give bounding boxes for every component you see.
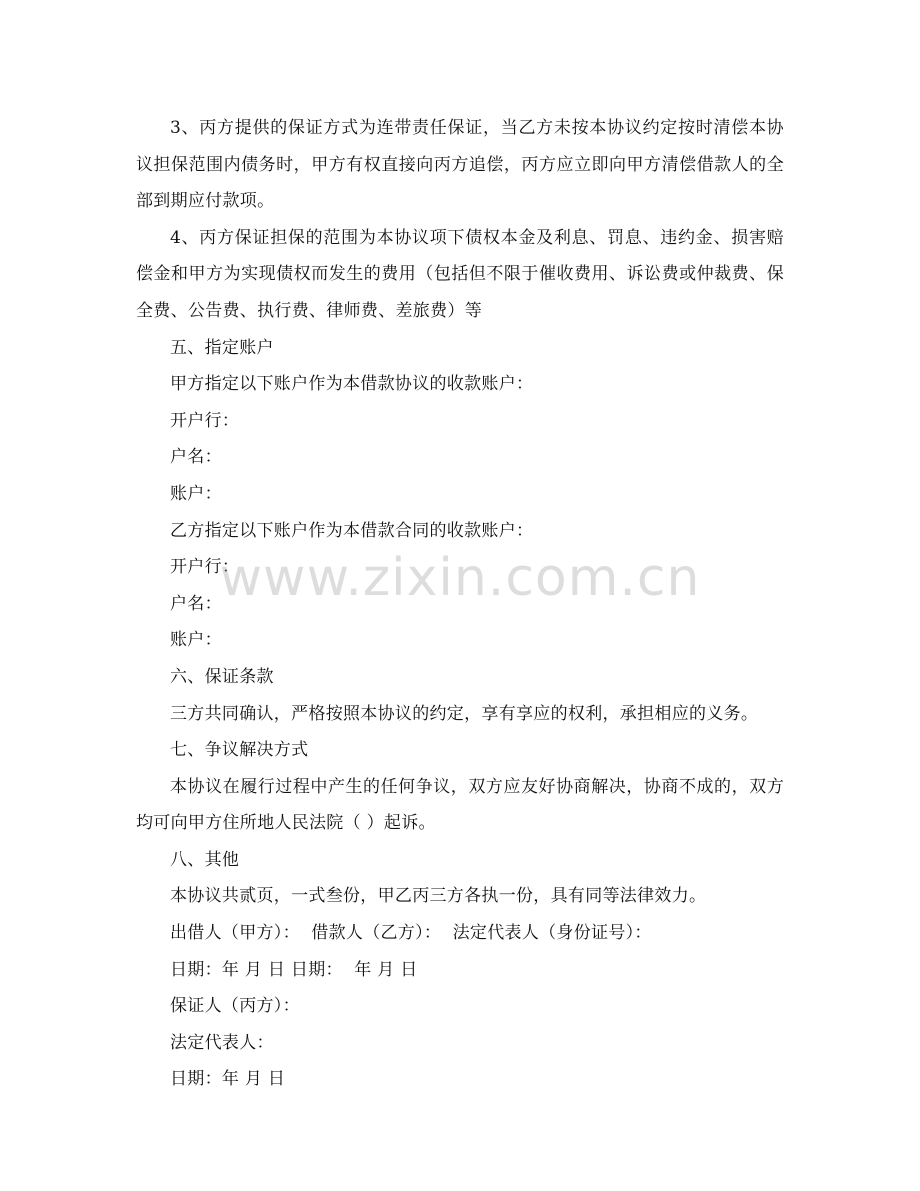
signature-dates-line: 日期：年 月 日 日期： 年 月 日 xyxy=(170,959,418,980)
party-a-account-intro: 甲方指定以下账户作为本借款协议的收款账户： xyxy=(170,374,534,395)
document-body xyxy=(136,110,784,1098)
party-a-account-number-field: 账户： xyxy=(170,483,222,504)
guarantor-date-line: 日期：年 月 日 xyxy=(170,1069,286,1090)
section-8-heading: 八、其他 xyxy=(170,849,240,870)
clause-4-guarantee-scope: 4、丙方保证担保的范围为本协议项下债权本金及利息、罚息、违约金、损害赔偿金和甲方为实现债权而发生的费用（包括但不限于催收费用、诉讼费或仲裁费、保全费、公告费、执行费、律师费、差旅费）等 xyxy=(136,227,784,321)
clause-3-guarantee-method: 3、丙方提供的保证方式为连带责任保证，当乙方未按本协议约定按时清偿本协议担保范围内债务时，甲方有权直接向丙方追偿，丙方应立即向甲方清偿借款人的全部到期应付款项。 xyxy=(136,118,784,212)
party-b-account-intro: 乙方指定以下账户作为本借款合同的收款账户： xyxy=(170,520,534,541)
party-b-account-name-field: 户名： xyxy=(170,593,222,614)
signature-parties-line: 出借人（甲方）： 借款人（乙方）： 法定代表人（身份证号）： xyxy=(170,923,652,944)
party-b-account-number-field: 账户： xyxy=(170,630,222,651)
party-a-bank-field: 开户行： xyxy=(170,410,240,431)
section-5-heading: 五、指定账户 xyxy=(170,337,274,358)
site-watermark: www.zixin.com.cn xyxy=(219,548,701,608)
dispute-resolution-text: 本协议在履行过程中产生的任何争议，双方应友好协商解决，协商不成的，双方均可向甲方住所地人民法院（ ）起诉。 xyxy=(136,776,784,834)
section-7-heading: 七、争议解决方式 xyxy=(170,740,309,761)
guarantee-terms-text: 三方共同确认，严格按照本协议的约定，享有享应的权利，承担相应的义务。 xyxy=(170,703,759,724)
copies-statement: 本协议共贰页，一式叁份，甲乙丙三方各执一份，具有同等法律效力。 xyxy=(170,886,707,907)
guarantor-signature-line: 保证人（丙方）： xyxy=(170,996,300,1017)
party-a-account-name-field: 户名： xyxy=(170,447,222,468)
party-b-bank-field: 开户行： xyxy=(170,557,240,578)
legal-representative-line: 法定代表人： xyxy=(170,1032,274,1053)
section-6-heading: 六、保证条款 xyxy=(170,666,274,687)
